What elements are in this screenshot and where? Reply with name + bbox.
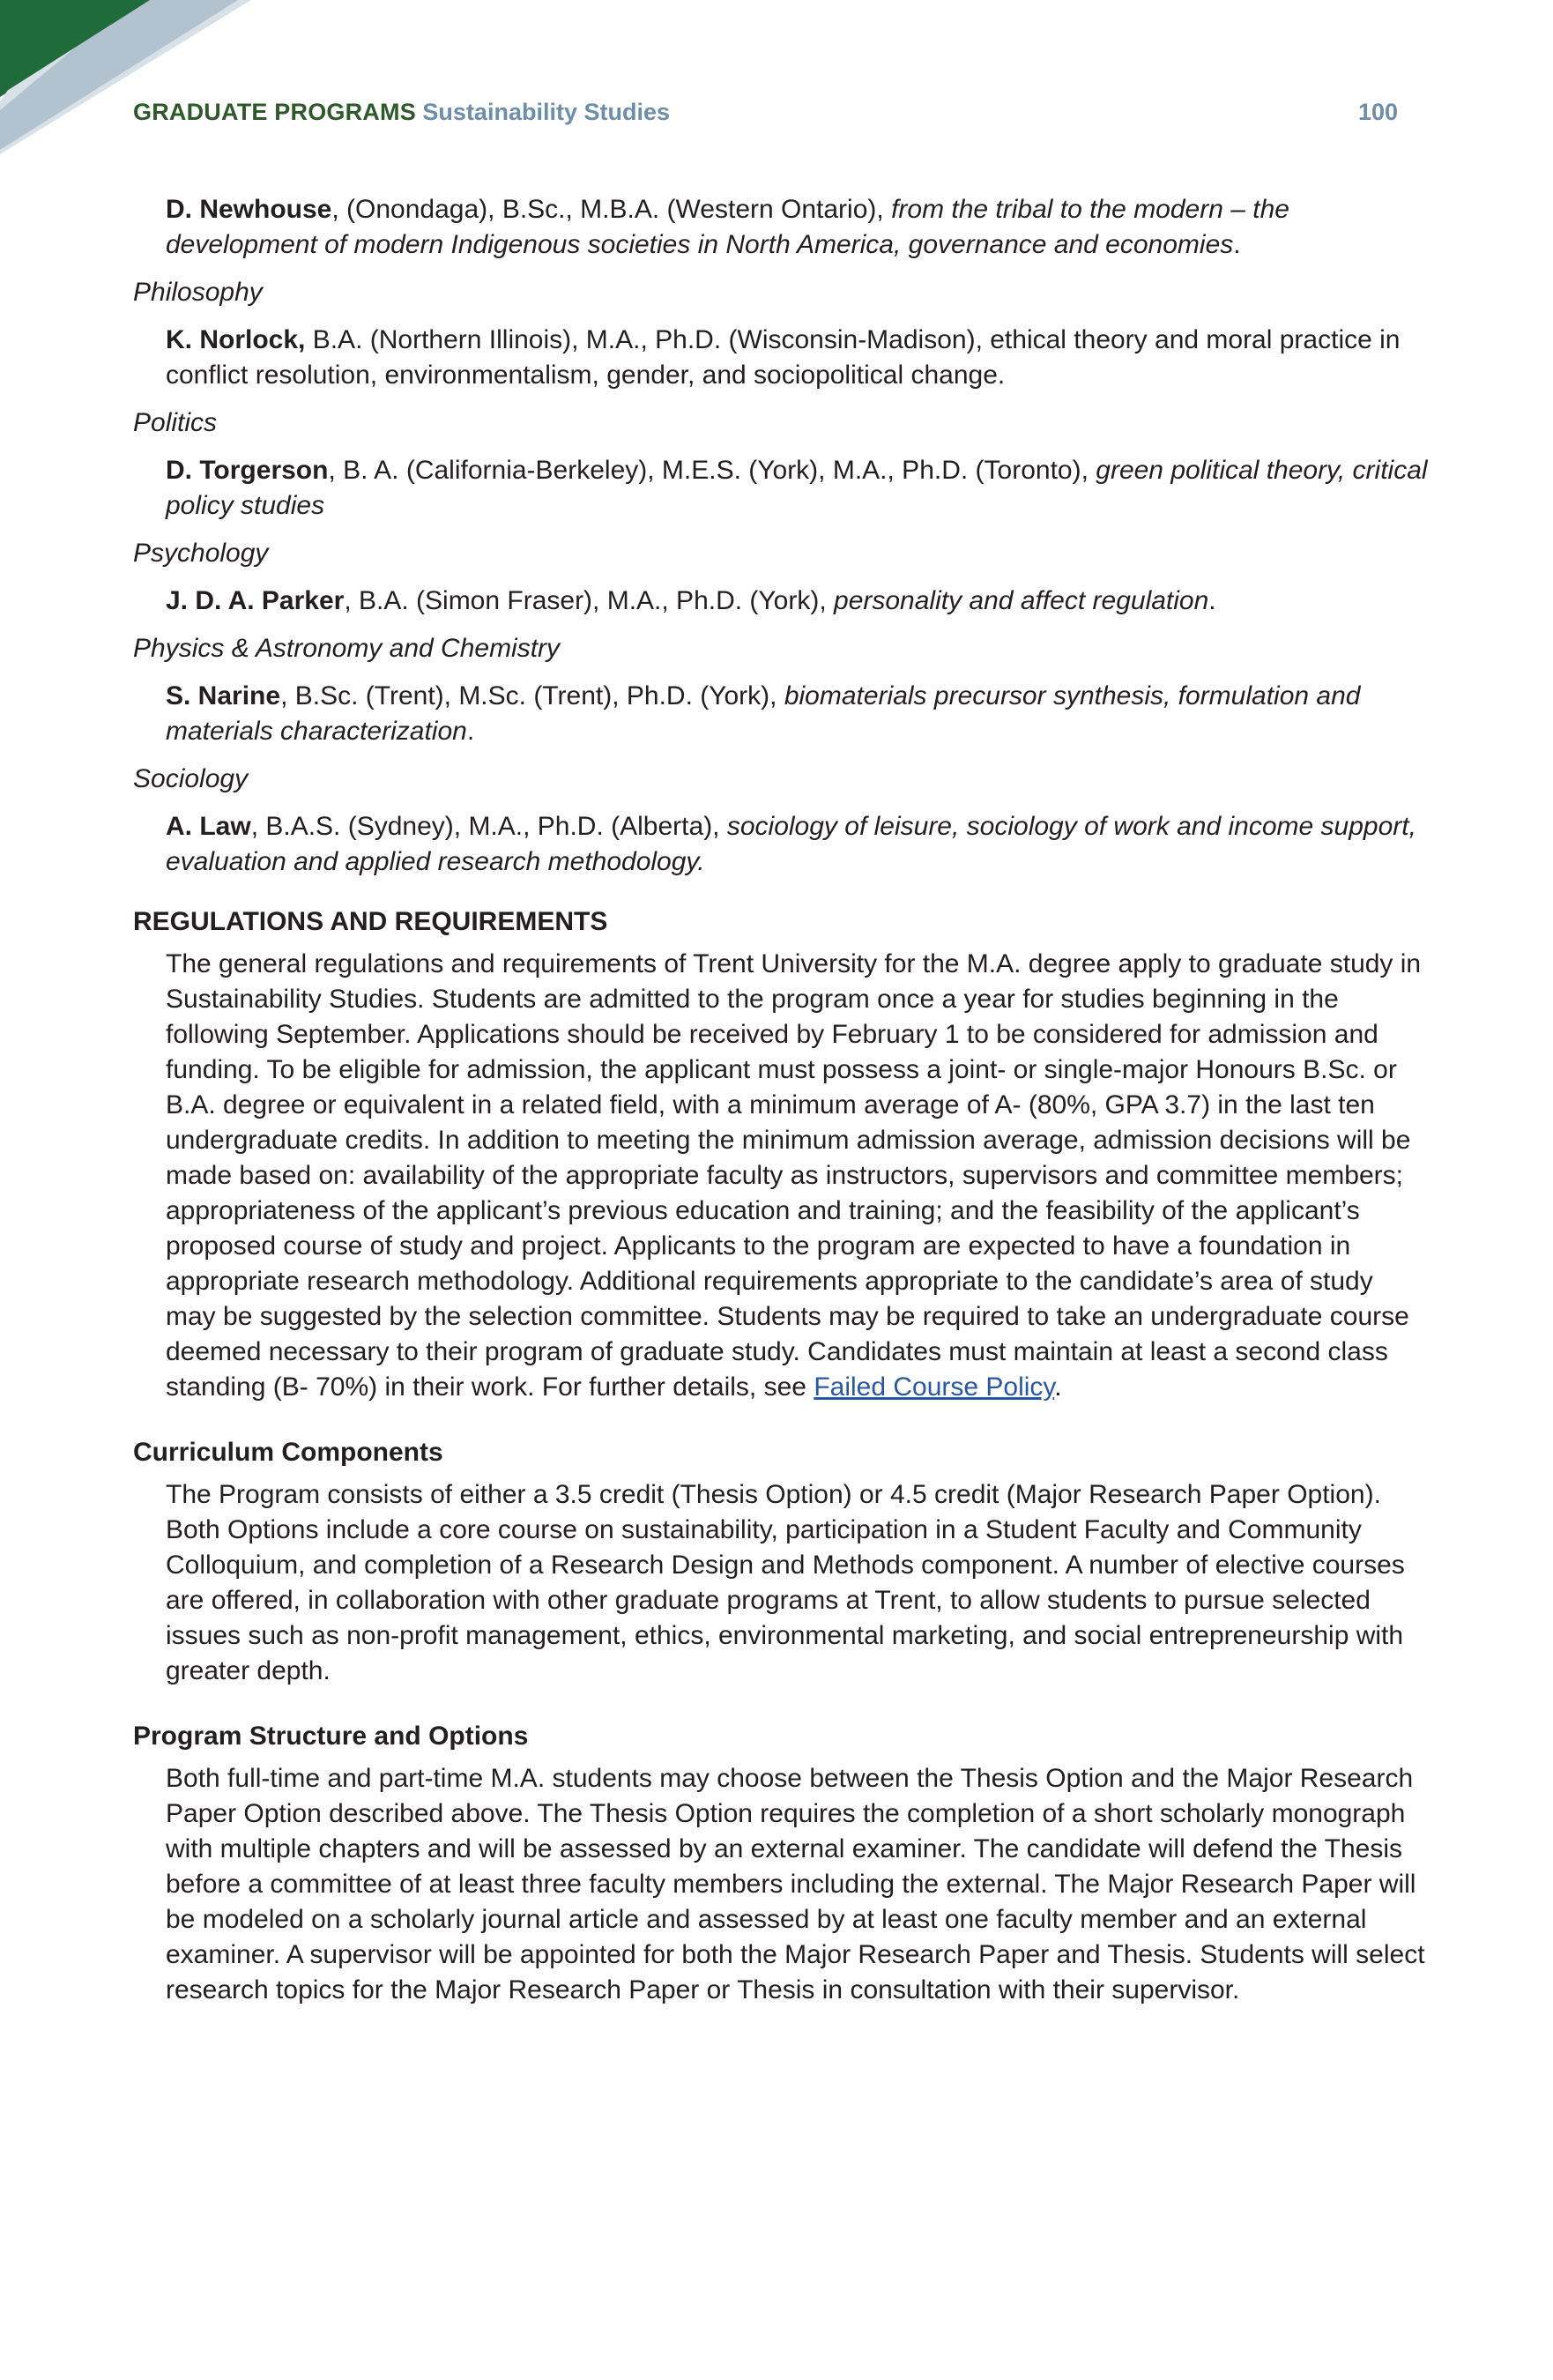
structure-heading: Program Structure and Options	[133, 1722, 529, 1751]
page-header	[133, 99, 1398, 136]
curriculum-heading: Curriculum Components	[133, 1438, 443, 1467]
curriculum-paragraph: The Program consists of either a 3.5 credit (Thesis Option) or 4.5 credit (Major Research Paper Option). Both Options include a core course on sustainability, participation in a Student Faculty and Community Colloquium, and completion of a Research Design and Methods component. A number of elective courses are offered, in collaboration with other graduate programs at Trent, to allow students to pursue selected issues such as non-profit management, ethics, environmental marketing, and social entrepreneurship with greater depth.	[166, 1480, 1405, 1685]
faculty-name: K. Norlock,	[166, 325, 306, 354]
department-label: Sociology	[133, 764, 249, 793]
department-label: Philosophy	[133, 278, 263, 307]
faculty-interests: personality and affect regulation	[834, 586, 1209, 615]
department-label: Psychology	[133, 539, 269, 568]
corner-brand-graphic	[0, 0, 264, 176]
faculty-credentials: , (Onondaga), B.Sc., M.B.A. (Western Ontario),	[331, 195, 892, 224]
entry-end: .	[1208, 586, 1216, 615]
faculty-entry	[166, 584, 1429, 619]
header-title	[133, 99, 670, 126]
faculty-entry	[166, 679, 1429, 749]
header-section: Sustainability Studies	[422, 99, 670, 125]
faculty-interests: from the tribal to the modern – the development of modern Indigenous societies in North America, governance and economies	[166, 195, 1289, 259]
faculty-name: A. Law	[166, 812, 251, 841]
faculty-credentials: , B.A. (Simon Fraser), M.A., Ph.D. (York),	[344, 586, 835, 615]
faculty-credentials: B.A. (Northern Illinois), M.A., Ph.D. (Wisconsin-Madison), ethical theory and moral practice in conflict resolution, environmentalism, gender, and sociopolitical change.	[166, 325, 1401, 390]
faculty-credentials: , B.Sc. (Trent), M.Sc. (Trent), Ph.D. (York),	[280, 681, 784, 710]
entry-end: .	[1233, 230, 1241, 259]
department-label: Politics	[133, 408, 218, 437]
paragraph-end: .	[1054, 1372, 1062, 1402]
faculty-entry	[166, 192, 1429, 263]
regulations-heading: REGULATIONS AND REQUIREMENTS	[133, 907, 608, 936]
faculty-interests: biomaterials precursor synthesis, formulation and materials characterization	[166, 681, 1361, 746]
faculty-name: J. D. A. Parker	[166, 586, 345, 615]
faculty-name: S. Narine	[166, 681, 281, 710]
faculty-interests: sociology of leisure, sociology of work and income support, evaluation and applied research methodology.	[166, 812, 1416, 876]
faculty-name: D. Newhouse	[166, 195, 332, 224]
structure-paragraph: Both full-time and part-time M.A. students may choose between the Thesis Option and the Major Research Paper Option described above. The Thesis Option requires the completion of a short scholarly monograph with multiple chapters and will be assessed by an external examiner. The candidate will defend the Thesis before a committee of at least three faculty members including the external. The Major Research Paper will be modeled on a scholarly journal article and assessed by at least one faculty member and an external examiner. A supervisor will be appointed for both the Major Research Paper and Thesis. Students will select research topics for the Major Research Paper or Thesis in consultation with their supervisor.	[166, 1764, 1425, 2004]
faculty-entry	[166, 809, 1429, 880]
page-number: 100	[1357, 99, 1398, 125]
faculty-name: D. Torgerson	[166, 456, 329, 485]
faculty-entry	[166, 453, 1429, 524]
faculty-credentials: , B. A. (California-Berkeley), M.E.S. (York), M.A., Ph.D. (Toronto),	[328, 456, 1096, 485]
faculty-entry	[166, 323, 1429, 393]
failed-course-policy-link[interactable]: Failed Course Policy	[814, 1372, 1055, 1402]
header-program: GRADUATE PROGRAMS	[133, 99, 416, 125]
page-content	[133, 192, 1429, 2008]
entry-end: .	[466, 717, 475, 746]
faculty-interests: green political theory, critical policy studies	[166, 456, 1428, 520]
faculty-credentials: , B.A.S. (Sydney), M.A., Ph.D. (Alberta),	[250, 812, 727, 841]
regulations-paragraph	[166, 947, 1429, 1405]
department-label: Physics & Astronomy and Chemistry	[133, 634, 561, 663]
regulations-text: The general regulations and requirements of Trent University for the M.A. degree apply to graduate study in Sustainability Studies. Students are admitted to the program once a year for studies beginning in the following September. Applications should be received by February 1 to be considered for admission and funding. To be eligible for admission, the applicant must possess a joint- or single-major Honours B.Sc. or B.A. degree or equivalent in a related field, with a minimum average of A- (80%, GPA 3.7) in the last ten undergraduate credits. In addition to meeting the minimum admission average, admission decisions will be made based on: availability of the appropriate faculty as instructors, supervisors and committee members; appropriateness of the applicant’s previous education and training; and the feasibility of the applicant’s proposed course of study and project. Applicants to the program are expected to have a foundation in appropriate research methodology. Additional requirements appropriate to the candidate’s area of study may be suggested by the selection committee. Students may be required to take an undergraduate course deemed necessary to their program of graduate study. Candidates must maintain at least a second class standing (B- 70%) in their work. For further details, see	[166, 949, 1422, 1402]
